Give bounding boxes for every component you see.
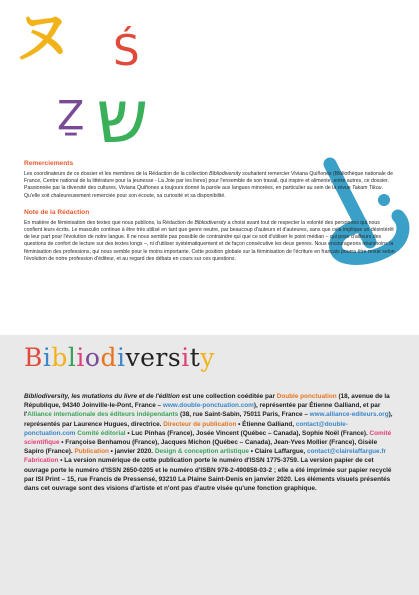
colophon-text-part: ), représentés par Laurence Hugues, directrice. (24, 411, 393, 428)
note-italic-1: Bibliodiversity (194, 219, 227, 226)
colophon-role-label: Directeur de publication (163, 420, 237, 428)
colophon-text-part: ), représentée par Étienne Galliand, et par l' (24, 402, 381, 419)
colophon-email-link[interactable]: contact@double-ponctuation.com (24, 420, 348, 437)
colophon-link[interactable]: www.alliance-editeurs.org (309, 411, 389, 419)
logo-letter: i (76, 343, 85, 372)
colophon-publisher-name: Double ponctuation (276, 393, 337, 400)
remerciements-italic-1: Bibliodiversity (209, 171, 241, 177)
colophon-link[interactable]: www.double-ponctuation.com (162, 402, 254, 410)
colophon-text-part: • Françoise Benhamou (France), Jacques Michon (Québec – Canada), Jean-Yves Mollier (France), Gisèle Sapiro (France). (24, 439, 378, 456)
remerciements-title: Remerciements (24, 160, 74, 167)
remerciements-italic-2: Takam Tikou (352, 185, 382, 192)
colophon-text-part: • janvier 2020. (108, 448, 155, 456)
note-title: Note de la Rédaction (24, 208, 90, 216)
decorative-hebrew-shin-glyph: ש (96, 74, 149, 160)
colophon-role-label: Design & conception artistique (154, 448, 249, 456)
logo-letter: e (140, 343, 156, 372)
decorative-katakana-glyph: ヌ (14, 3, 73, 71)
logo-letter: B (24, 343, 43, 372)
top-text-block (24, 160, 396, 272)
logo-letter: i (42, 343, 52, 372)
remerciements-paragraph (24, 171, 396, 200)
colophon-role-label: Publication (74, 448, 109, 456)
logo-letter: d (100, 343, 117, 372)
logo-letter: i (116, 343, 126, 372)
colophon-alliance-name: Alliance internationale des éditeurs indépendants (27, 411, 179, 419)
colophon-text-part: (38, rue Saint-Sabin, 75011 Paris, France – (178, 411, 310, 419)
colophon-text-part: • La version numérique de cette publication porte le numéro d'ISSN 1775-3759. La version papier de cet ouvrage porte le numéro d'ISSN 2650-0205 et le numéro d'ISBN 978-2-490858-03-2 ; elle a été imprimée sur papier recyclé par ISI Print – 15, rue Francis de Pressensé, 93210 La Plaine Saint-Denis en janvier 2020. Les éléments visuels présentés dans cet ouvrage sont des visions d'artiste et n'ont pas d'autre visée qu'une fonction graphique. (24, 457, 392, 493)
decorative-latin-s-acute-glyph: Ś (113, 26, 140, 75)
logo-letter: r (155, 343, 168, 372)
logo-letter: s (167, 343, 182, 372)
logo-letter: v (125, 343, 141, 372)
logo-letter: o (84, 343, 101, 372)
colophon-collection-title: Bibliodiversity, les mutations du livre et de l'édition (24, 393, 180, 400)
colophon-text-part: • Claire Laffargue, (248, 448, 307, 456)
bibliodiversity-logo (24, 345, 215, 370)
colophon-email-link[interactable]: contact@clairelaffargue.fr (306, 448, 386, 456)
logo-letter: i (181, 343, 190, 372)
logo-letter: b (51, 343, 68, 372)
logo-letter: y (200, 343, 215, 372)
colophon-text-part: • Luc Pinhas (France), Josée Vincent (Québec – Canada), Sophie Noël (France). (125, 429, 370, 437)
colophon-text (24, 392, 395, 493)
logo-letter: l (67, 343, 77, 372)
remerciements-text-2: souhaitent remercier Viviana Quiñones (Bibliothèque nationale de France, Centre national de la littérature pour la jeunesse - La Joie par les livres) pour l'ensemble de son travail, qui inspire et alimente, entre autres, ce dossier. Passionnée par la diversité des cultures, Viviana Quiñones a toujours donné la parole aux langues minorées, en particulier au sein de la revue (24, 171, 394, 192)
colophon-text-part: • Étienne Galliand, (236, 420, 296, 428)
colophon-role-label: Comité éditorial (75, 429, 126, 437)
remerciements-text-3: . Qu'elle soit chaleureusement remerciée pour son écoute, sa curiosité et sa disponibilité. (24, 185, 383, 199)
colophon-text-part: est une collection coéditée par (179, 393, 277, 400)
note-text-1: En matière de féminisation des textes que nous publions, la Rédaction de (24, 219, 195, 226)
note-text-2: a choisi avant tout de respecter la volonté des personnes qui nous confient leurs écrits. Le masculin continue à être très utilisé en tant que genre neutre, par beaucoup d'auteurs et d'auteures, sans que cela implique un désintérêt de leur part pour l'évolution de notre langue. Il ne nous semble pas possible de contraindre qui que ce soit d'utiliser le point médian – qui pose d'ailleurs des questions de confort de lecture sur des textes longs –, ni d'utiliser systématiquement et de façon consécutive les deux genres. Nous encourageons néanmoins la féminisation des professions, qui nous semble pour le moins importante. Cette position globale sur la féminisation de l'écriture en français pourra être revue selon l'évolution de notre profession d'éditeur, et au regard des débats en cours sur ces questions. (24, 219, 395, 262)
logo-letter: t (189, 343, 201, 372)
remerciements-text-1: Les coordinateurs de ce dossier et les membres de la Rédaction de la collection (24, 171, 210, 177)
colophon-role-label: Fabrication (24, 457, 59, 465)
decorative-latin-z-glyph: Ẕ (57, 93, 85, 139)
note-paragraph (24, 220, 396, 263)
colophon-text-part: (18, avenue de la République, 94340 Joinville-le-Pont, France – (24, 393, 390, 410)
colophon-role-label: Comité scientifique (24, 429, 392, 447)
